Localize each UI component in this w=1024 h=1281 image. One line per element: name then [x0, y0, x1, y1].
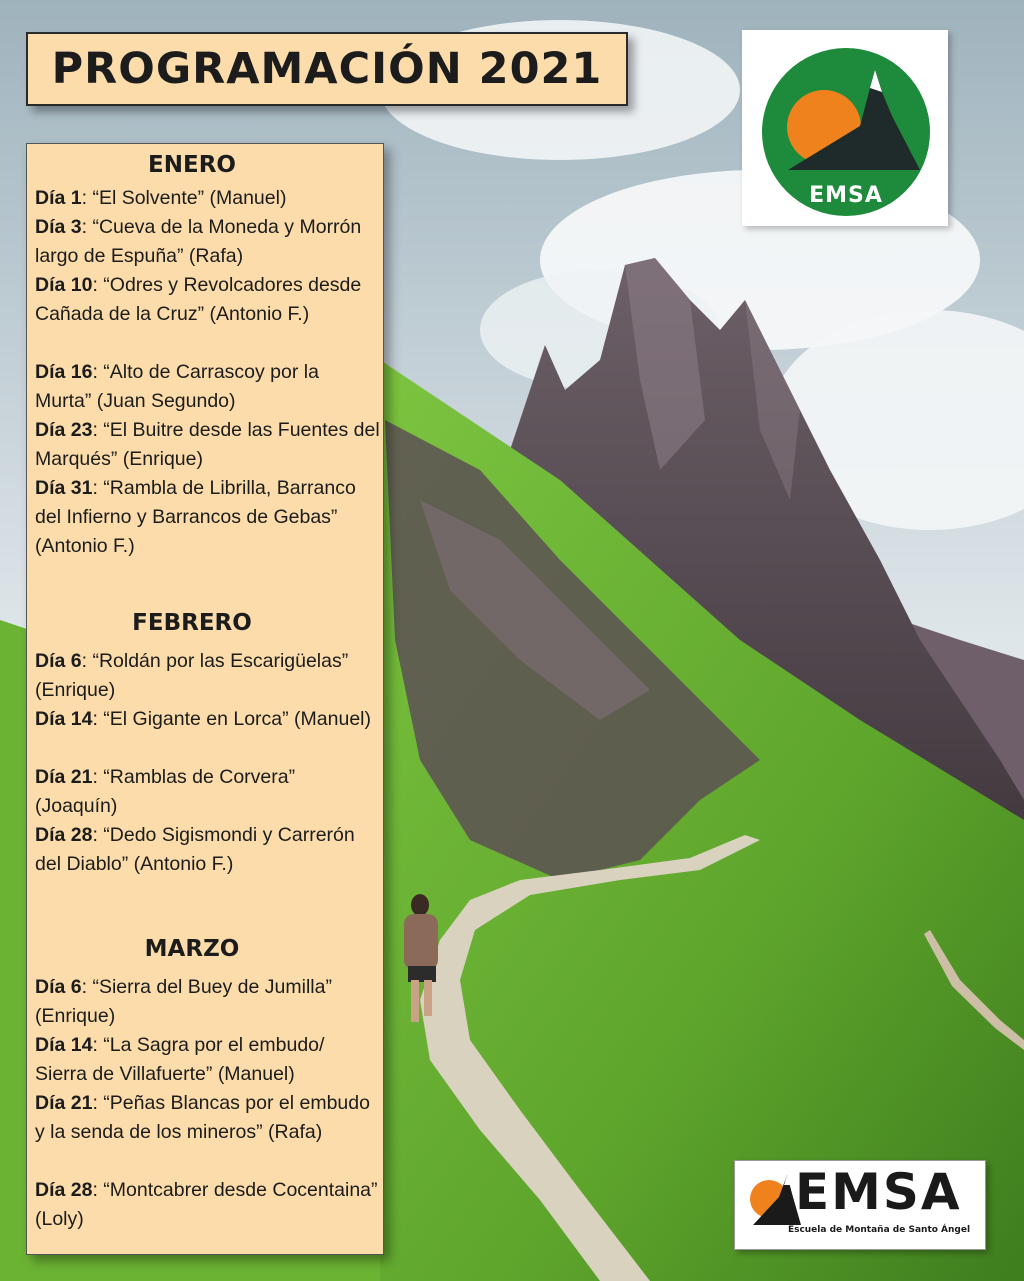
route-text: : “El Solvente” (Manuel) — [81, 187, 287, 209]
badge-title: EMSA — [795, 1163, 962, 1221]
list-item — [35, 358, 380, 416]
route-text: : “Roldán por las Escarigüelas” (Enrique) — [35, 650, 349, 701]
day-label: Día 14 — [35, 1034, 93, 1056]
route-text: : “Ramblas de Corvera” (Joaquín) — [35, 766, 296, 817]
route-text: : “Odres y Revolcadores desde Cañada de la Cruz” (Antonio F.) — [35, 274, 362, 325]
list-item — [35, 647, 380, 705]
day-label: Día 31 — [35, 477, 93, 499]
title-banner — [26, 32, 628, 106]
route-text: : “Dedo Sigismondi y Carrerón del Diablo” (Antonio F.) — [35, 824, 355, 875]
emsa-badge-mark — [743, 1167, 803, 1229]
route-text: : “La Sagra por el embudo/ Sierra de Villafuerte” (Manuel) — [35, 1034, 325, 1085]
list-item — [35, 416, 380, 474]
day-label: Día 28 — [35, 824, 93, 846]
route-text: : “El Gigante en Lorca” (Manuel) — [92, 708, 371, 730]
list-item — [35, 1031, 380, 1089]
list-item — [35, 184, 380, 213]
list-item — [35, 213, 380, 271]
route-text: : “Cueva de la Moneda y Morrón largo de Espuña” (Rafa) — [35, 216, 362, 267]
emsa-logo — [742, 30, 948, 226]
route-text: : “Sierra del Buey de Jumilla” (Enrique) — [35, 976, 332, 1027]
month-heading-marzo: MARZO — [144, 936, 240, 962]
list-item — [35, 973, 380, 1031]
route-text: : “Peñas Blancas por el embudo y la senda de los mineros” (Rafa) — [35, 1092, 370, 1143]
route-text: : “Montcabrer desde Cocentaina” (Loly) — [35, 1179, 378, 1230]
day-label: Día 28 — [35, 1179, 93, 1201]
route-text: : “Rambla de Librilla, Barranco del Infierno y Barrancos de Gebas” (Antonio F.) — [35, 477, 356, 557]
emsa-badge — [734, 1160, 986, 1250]
day-label: Día 1 — [35, 187, 82, 209]
schedule-panel — [26, 143, 384, 1255]
day-label: Día 14 — [35, 708, 93, 730]
list-item — [35, 1176, 380, 1234]
day-label: Día 21 — [35, 1092, 93, 1114]
list-item — [35, 821, 380, 879]
list-item — [35, 271, 380, 329]
emsa-logo-card — [742, 30, 948, 226]
day-label: Día 21 — [35, 766, 93, 788]
day-label: Día 10 — [35, 274, 93, 296]
day-label: Día 3 — [35, 216, 82, 238]
page-title: PROGRAMACIÓN 2021 — [51, 44, 603, 94]
route-text: : “Alto de Carrascoy por la Murta” (Juan Segundo) — [35, 361, 319, 412]
route-text: : “El Buitre desde las Fuentes del Marqués” (Enrique) — [35, 419, 380, 470]
list-item — [35, 705, 380, 734]
month-heading-febrero: FEBRERO — [132, 610, 252, 636]
day-label: Día 16 — [35, 361, 93, 383]
logo-text: EMSA — [809, 183, 883, 208]
badge-subtitle: Escuela de Montaña de Santo Ángel — [787, 1225, 971, 1235]
day-label: Día 23 — [35, 419, 93, 441]
list-item — [35, 1089, 380, 1147]
month-heading-enero: ENERO — [148, 152, 236, 178]
day-label: Día 6 — [35, 650, 82, 672]
list-item — [35, 763, 380, 821]
day-label: Día 6 — [35, 976, 82, 998]
list-item — [35, 474, 380, 561]
